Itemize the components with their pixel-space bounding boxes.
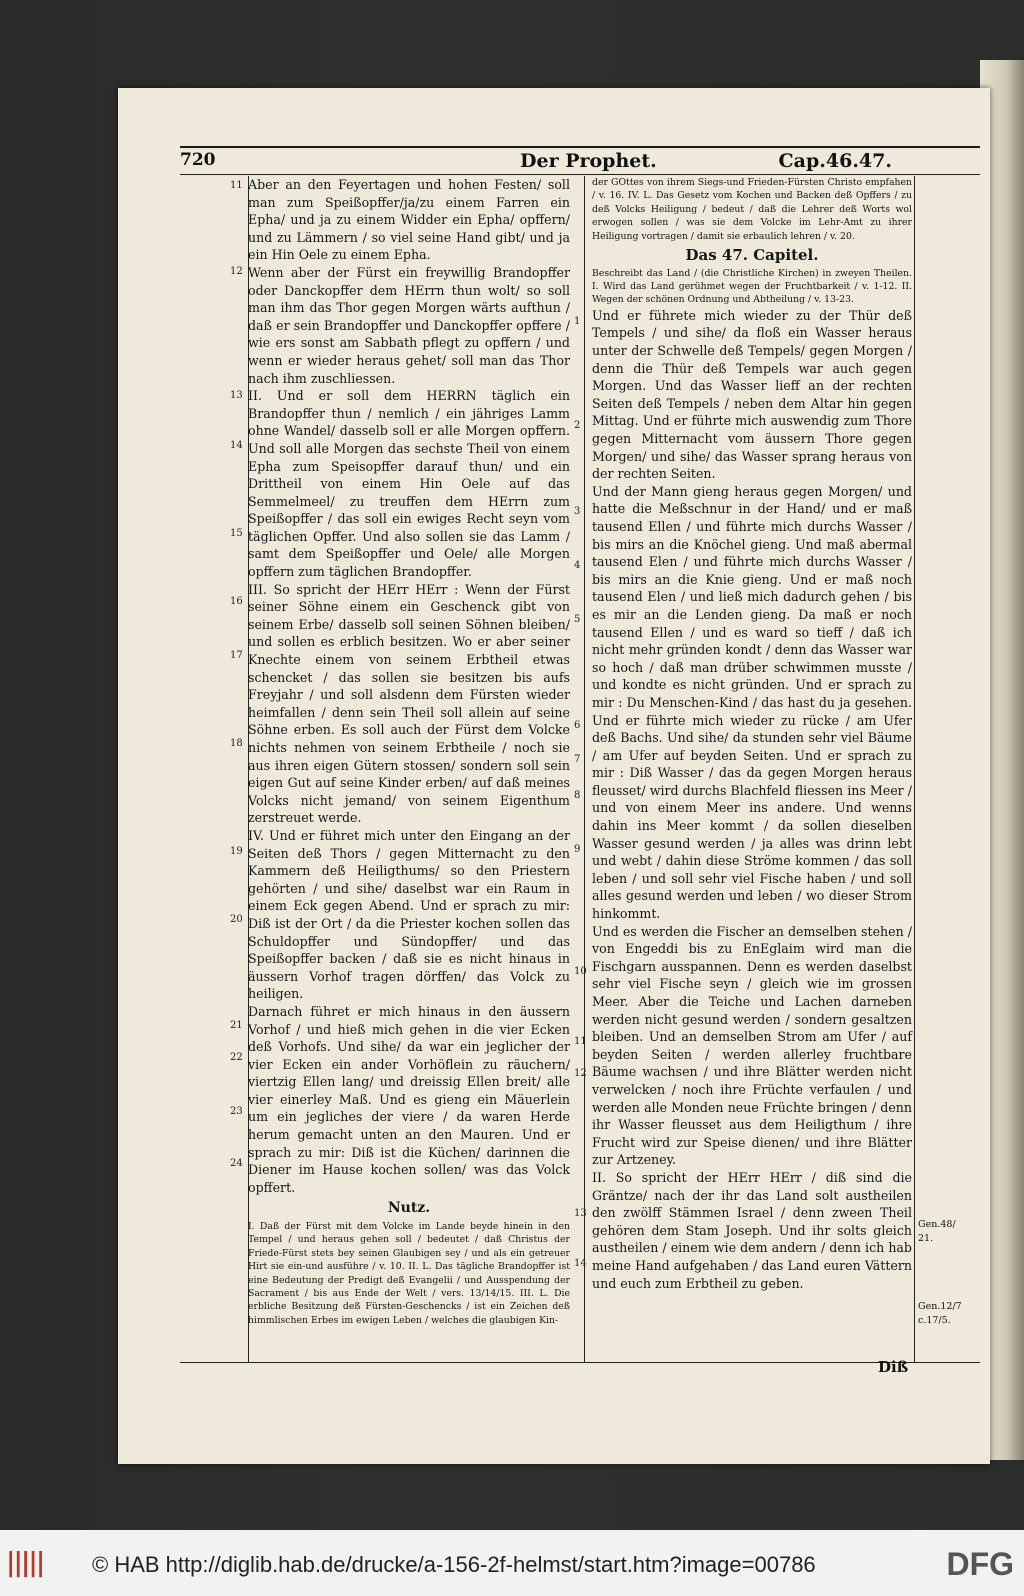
right-column-rule xyxy=(914,176,915,1362)
chapter-heading: Das 47. Capitel. xyxy=(685,246,819,265)
center-column-rule xyxy=(584,176,585,1362)
chapter-label: Cap.46.47. xyxy=(778,150,892,172)
page-title: Der Prophet. xyxy=(520,150,657,172)
verse-number: 12 xyxy=(230,266,243,277)
verse-number: 9 xyxy=(574,844,581,855)
running-header xyxy=(180,150,892,176)
cross-references xyxy=(918,1218,972,1328)
verse-number: 1 xyxy=(574,316,581,327)
paragraph: Darnach führet er mich hinaus in den äussern Vorhof / und hieß mich gehen in die vier Ecken deß Vorhofs. Und sihe/ da war ein jeglicher der vier Ecken ein ander Vorhöflein zu räuchern/ viertzig Ellen lang/ und dreissig Ellen breit/ alle vier einerley Maß. Und es gieng ein Mäuerlein um ein jegliches der viere / da waren Herde herum gemacht unten an den Mauren. Und er sprach zu mir: Diß ist die Küchen/ darinnen die Diener im Hause kochen sollen/ was das Volck opffert. xyxy=(248,1003,570,1195)
commentary-text: I. Daß der Fürst mit dem Volcke im Lande beyde hinein in den Tempel / und heraus gehen soll / bedeutet / daß Christus der Friede-Fürst stets bey seinen Glaubigen sey / und als ein getreuer Hirt sie ein-und ausführe / v. 10. II. L. Das tägliche Brandopffer ist eine Bedeutung der Predigt deß Evangelii / und Ausspendung der Sacrament / bis aus Ende der Welt / vers. 13/14/15. III. L. Die erbliche Besitzung deß Fürsten-Geschencks / ist ein Zeichen deß himmlischen Erbes im ewigen Leben / welches die glaubigen Kin- xyxy=(248,1221,570,1326)
verse-number: 16 xyxy=(230,596,243,607)
verse-number: 24 xyxy=(230,1158,243,1169)
verse-number: 14 xyxy=(574,1258,587,1269)
verse-number: 8 xyxy=(574,790,581,801)
paragraph: II. Und er soll dem HERRN täglich ein Brandopffer thun / nemlich / ein jähriges Lamm ohne Wandel/ dasselb soll er alle Morgen opffern. Und soll alle Morgen das sechste Theil von einem Epha zum Speisopffer darauf thun/ und ein Drittheil von einem Hin Oele auf das Semmelmeel/ zu treuffen dem HErrn zum Speißopffer / das soll ein ewiges Recht seyn vom täglichen Opffer. Und also sollen sie das Lamm / samt dem Speißopffer und Oele/ alle Morgen opffern zum täglichen Brandopffer. xyxy=(248,388,570,580)
dfg-logo: DFG xyxy=(946,1546,1014,1582)
verse-number: 19 xyxy=(230,846,243,857)
commentary-text: der GOttes von ihrem Siegs-und Frieden-Fürsten Christo empfahen / v. 16. IV. L. Das Gesetz vom Kochen und Backen deß Opffers / zu deß Volcks Heiligung / bedeut / daß die Lehrer deß Worts wol erwogen sollen / was sie dem Volcke im Lehr-Amt zu ihrer Heiligung vortragen / damit sie erbaulich lehren / v. 20. xyxy=(592,177,912,242)
verse-number: 11 xyxy=(230,180,243,191)
verse-number: 11 xyxy=(574,1036,587,1047)
paragraph: IV. Und er führet mich unter den Eingang an der Seiten deß Thors / gegen Mitternacht zu den Kammern deß Heiligthums/ so den Priestern gehörten / und sihe/ daselbst war ein Raum in einem Eck gegen Abend. Und er sprach zu mir: Diß ist der Ort / da die Priester kochen sollen das Schuldopffer und Sündopffer/ und das Speißopffer backen / daß sie es nicht hinaus in äussern Vorhof tragen dörffen/ das Volck zu heiligen. xyxy=(248,827,570,1002)
verse-number: 7 xyxy=(574,754,581,765)
left-column xyxy=(248,176,570,1327)
catchword: Diß xyxy=(878,1358,909,1376)
header-rule xyxy=(180,174,980,175)
verse-number: 13 xyxy=(230,390,243,401)
verse-number: 22 xyxy=(230,1052,243,1063)
footer-rule xyxy=(180,1362,980,1363)
page-number: 720 xyxy=(180,150,216,170)
verse-number: 18 xyxy=(230,738,243,749)
verse-number: 4 xyxy=(574,560,581,571)
section-heading: Nutz. xyxy=(387,1200,431,1217)
right-column xyxy=(592,176,912,1292)
paragraph: Wenn aber der Fürst ein freywillig Brandopffer oder Danckopffer dem HErrn thun wolt/ so soll man ihm das Thor gegen Morgen wärts aufthun / daß er sein Brandopffer und Danckopffer opffere / wie ers sonst am Sabbath pflegt zu opffern / und wenn er wieder heraus gehet/ soll man das Thor nach ihm zuschliessen. xyxy=(248,264,570,386)
verse-number: 20 xyxy=(230,914,243,925)
paragraph: Und es werden die Fischer an demselben stehen / von Engeddi bis zu EnEglaim wird man die Fischgarn ausspannen. Denn es werden daselbst sehr viel Fische seyn / gleich wie im grossen Meer. Aber die Teiche und Lachen darneben werden nicht gesund werden / sondern gesaltzen bleiben. Und an demselben Strom am Ufer / auf beyden Seiten / werden allerley fruchtbare Bäume wachsen / und ihre Blätter werden nicht verwelcken / noch ihre Früchte verfaulen / und werden alle Monden neue Früchte bringen / denn ihr Wasser fleusset aus dem Heiligthum / ihre Frucht wird zur Speise dienen/ und ihre Blätter zur Artzeney. xyxy=(592,923,912,1168)
verse-number: 2 xyxy=(574,420,581,431)
verse-number: 15 xyxy=(230,528,243,539)
verse-number: 14 xyxy=(230,440,243,451)
cross-reference: Gen.48/ 21. xyxy=(918,1219,956,1244)
verse-number: 13 xyxy=(574,1208,587,1219)
verse-number: 12 xyxy=(574,1068,587,1079)
cross-reference: Gen.12/7 c.17/5. xyxy=(918,1301,962,1326)
paragraph: Aber an den Feyertagen und hohen Festen/ soll man zum Speißopffer/ja/zu einem Farren ein Epha/ und ja zu einem Widder ein Epha/ opffern/ und zu Lämmern / so viel seine Hand gibt/ und ja ein Hin Oele zu einem Epha. xyxy=(248,177,570,263)
paragraph: II. So spricht der HErr HErr / diß sind die Gräntze/ nach der ihr das Land solt austheilen den zwölff Stämmen Israel / denn zween Theil gehören dem Stam Joseph. Und ihr solts gleich austheilen / einem wie dem andern / denn ich hab meine Hand aufgehaben / das Land euren Vättern und euch zum Erbtheil zu geben. xyxy=(592,1169,912,1291)
viewer-footer xyxy=(0,1530,1024,1596)
verse-number: 21 xyxy=(230,1020,243,1031)
verse-number: 10 xyxy=(574,966,587,977)
paragraph: III. So spricht der HErr HErr : Wenn der Fürst seiner Söhne einem ein Geschenck gibt von seinem Erbe/ dasselb soll seinen Söhnen bleiben/ und sollen es erblich besitzen. Wo er aber seiner Knechte einem von seinem Erbtheil etwas schencket / das sollen sie besitzen bis aufs Freyjahr / und soll alsdenn dem Fürsten wieder heimfallen / denn sein Theil soll allein auf seine Söhne erben. Es soll auch der Fürst dem Volcke nichts nehmen von seinem Erbtheile / noch sie aus ihren eigen Gütern stossen/ sondern soll sein eigen Gut auf seine Kinder erben/ auf daß meines Volcks nicht jemand/ von seinem Eigenthum zerstreuet werde. xyxy=(248,581,570,826)
book-page xyxy=(118,88,990,1464)
verse-number: 6 xyxy=(574,720,581,731)
paragraph: Und er führete mich wieder zu der Thür deß Tempels / und sihe/ da floß ein Wasser heraus unter der Schwelle deß Tempels/ gegen Morgen / denn die Thür deß Tempels war auch gegen Morgen. Und das Wasser lieff an der rechten Seiten deß Tempels / neben dem Altar hin gegen Mittag. Und er führte mich auswendig zum Thore gegen Mitternacht vom äussern Thore gegen Morgen/ und sihe/ das Wasser sprang heraus von der rechten Seiten. xyxy=(592,307,912,482)
verse-number: 17 xyxy=(230,650,243,661)
library-logo-icon: ||||| xyxy=(6,1548,44,1578)
chapter-summary: Beschreibt das Land / (die Christliche Kirchen) in zweyen Theilen. I. Wird das Land gerühmet wegen der Fruchtbarkeit / v. 1-12. II. Wegen der schönen Ordnung und Abtheilung / v. 13-23. xyxy=(592,267,912,306)
source-url-link[interactable]: © HAB http://diglib.hab.de/drucke/a-156-2f-helmst/start.htm?image=00786 xyxy=(92,1552,816,1577)
verse-number: 23 xyxy=(230,1106,243,1117)
verse-number: 3 xyxy=(574,506,581,517)
verse-number: 5 xyxy=(574,614,581,625)
paragraph: Und der Mann gieng heraus gegen Morgen/ und hatte die Meßschnur in der Hand/ und er maß tausend Ellen / und führte mich durchs Wasser / bis mirs an die Knöchel gieng. Und maß abermal tausend Elen / und führte mich durchs Wasser / bis mirs an die Knie gieng. Und er maß noch tausend Elen / und ließ mich dadurch gehen / bis es mir an die Lenden gieng. Da maß er noch tausend Ellen / und es ward so tieff / daß ich nicht mehr gründen kondt / denn das Wasser war so hoch / daß man drüber schwimmen musste / und kondte es nicht gründen. Und er sprach zu mir : Du Menschen-Kind / das hast du ja gesehen. Und er führte mich wieder zu rücke / am Ufer deß Bachs. Und sihe/ da stunden sehr viel Bäume / am Ufer auf beyden Seiten. Und er sprach zu mir : Diß Wasser / das da gegen Morgen heraus fleusset/ wird durchs Blachfeld fliessen ins Meer / und von einem Meer ins andere. Und wenns dahin ins Meer kommt / da sollen dieselben Wasser gesund werden / ja alles was drinn lebt und webt / dahin diese Ströme kommen / das soll leben / und soll sehr viel Fische haben / und soll alles gesund werden und leben / wo dieser Strom hinkommt. xyxy=(592,483,912,922)
